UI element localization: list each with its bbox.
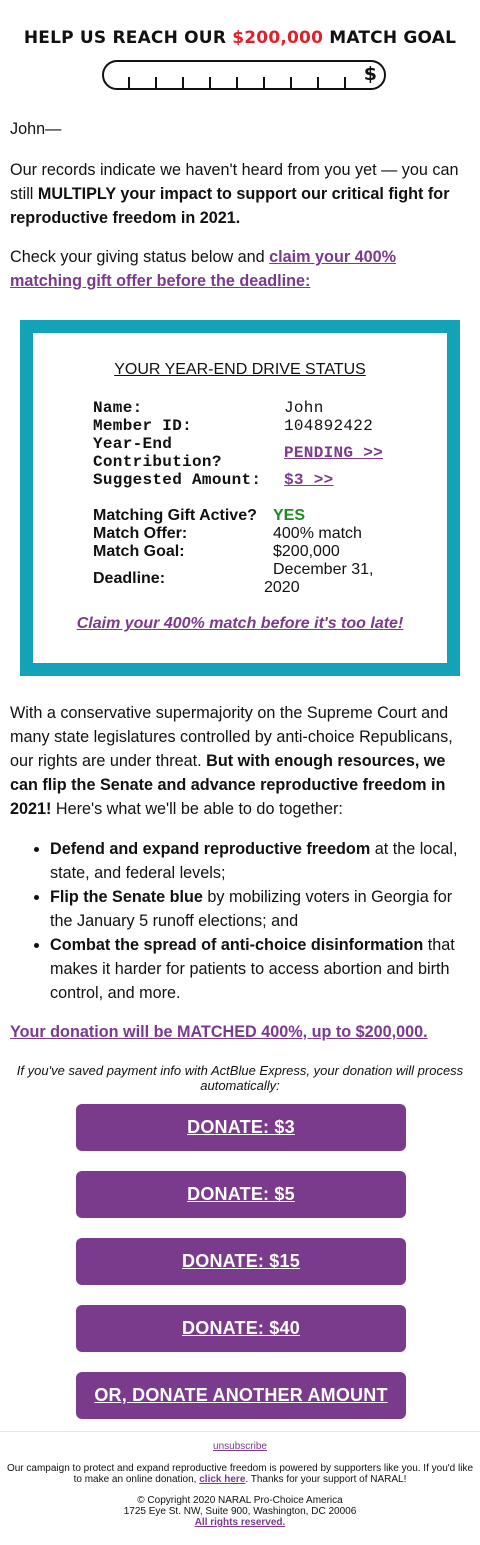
matched-donation-link[interactable]: Your donation will be MATCHED 400%, up to $200,000. <box>10 1023 428 1041</box>
footer-support-text-a: Our campaign to protect and expand reproductive freedom is powered by supporters like you. If you'd like to make an online donation, <box>6 1463 474 1485</box>
match-goal-heading <box>0 28 480 48</box>
footer-rights <box>0 1517 480 1528</box>
list-item-bold: Defend and expand reproductive freedom <box>50 840 371 858</box>
footer-click-here-link[interactable]: click here <box>199 1474 246 1485</box>
all-rights-link[interactable]: All rights reserved. <box>194 1517 286 1528</box>
status-paragraph <box>10 245 472 293</box>
list-item-bold: Combat the spread of anti-choice disinformation <box>50 936 424 954</box>
deadline-value-line2: 2020 <box>264 579 300 596</box>
goals-list <box>50 837 460 1005</box>
threat-text: With a conservative supermajority on the Supreme Court and many state legislatures controlled by anti-choice Republicans, our rights are under threat. <box>10 704 453 770</box>
deadline-value-line1: December 31, <box>273 561 374 578</box>
member-id-label: Member ID: <box>93 417 193 435</box>
match-goal-label: Match Goal: <box>93 543 185 560</box>
footer-support-text <box>0 1463 480 1485</box>
name-label: Name: <box>93 399 143 417</box>
intro-paragraph <box>10 158 472 230</box>
thermometer-tick <box>290 77 292 88</box>
drive-status-title: YOUR YEAR-END DRIVE STATUS <box>114 361 366 378</box>
threat-tail: Here's what we'll be able to do together: <box>51 800 343 818</box>
contribution-label-line2: Contribution? <box>93 453 222 471</box>
thermometer-tick <box>263 77 265 88</box>
actblue-note: If you've saved payment info with ActBlue Express, your donation will process automatically: <box>16 1063 464 1093</box>
intro-text: Our records indicate we haven't heard from you yet — you can still <box>10 161 459 203</box>
heading-suffix: MATCH GOAL <box>323 28 457 48</box>
thermometer-tick <box>209 77 211 88</box>
match-offer-value: 400% match <box>273 525 362 542</box>
thermometer-tick <box>128 77 130 88</box>
heading-prefix: HELP US REACH OUR <box>23 28 233 48</box>
donate-15-button[interactable]: DONATE: $15 <box>76 1238 406 1285</box>
list-item <box>50 933 460 1005</box>
suggested-amount-label: Suggested Amount: <box>93 471 262 489</box>
heading-amount: $200,000 <box>232 28 324 48</box>
member-id-value: 104892422 <box>284 417 374 435</box>
status-text: Check your giving status below and <box>10 248 270 266</box>
pending-contribution-link[interactable]: PENDING >> <box>284 444 384 462</box>
contribution-label-line1: Year-End <box>93 435 173 453</box>
name-value: John <box>284 399 324 417</box>
claim-match-link[interactable]: Claim your 400% match before it's too late! <box>76 615 404 632</box>
deadline-label: Deadline: <box>93 570 166 587</box>
footer-copyright: © Copyright 2020 NARAL Pro-Choice America <box>137 1495 343 1506</box>
threat-paragraph <box>10 701 472 821</box>
list-item <box>50 837 460 885</box>
intro-bold: MULTIPLY your impact to support our critical fight for reproductive freedom in 2021. <box>10 185 450 227</box>
donate-3-button[interactable]: DONATE: $3 <box>76 1104 406 1151</box>
matching-gift-label: Matching Gift Active? <box>93 507 257 524</box>
goal-thermometer <box>102 60 386 90</box>
footer-support-text-b: . Thanks for your support of NARAL! <box>245 1474 407 1485</box>
match-goal-value: $200,000 <box>273 543 340 560</box>
greeting: John— <box>10 120 62 138</box>
list-item-bold: Flip the Senate blue <box>50 888 203 906</box>
list-item-text: that makes it harder for patients to access abortion and birth control, and more. <box>50 936 455 1002</box>
thermometer-tick <box>182 77 184 88</box>
thermometer-tick <box>155 77 157 88</box>
suggested-amount-link[interactable]: $3 >> <box>284 471 334 489</box>
claim-offer-link[interactable]: claim your 400% matching gift offer before the deadline: <box>10 248 397 290</box>
footer-address: 1725 Eye St. NW, Suite 900, Washington, DC 20006 <box>123 1506 357 1517</box>
dollar-icon: $ <box>363 63 377 85</box>
unsubscribe-link[interactable]: unsubscribe <box>213 1441 267 1452</box>
thermometer-tick <box>344 77 346 88</box>
list-item-text: by mobilizing voters in Georgia for the January 5 runoff elections; and <box>50 888 453 930</box>
list-item-text: at the local, state, and federal levels; <box>50 840 458 882</box>
donate-5-button[interactable]: DONATE: $5 <box>76 1171 406 1218</box>
footer-divider <box>0 1431 480 1432</box>
match-offer-label: Match Offer: <box>93 525 188 542</box>
threat-bold: But with enough resources, we can flip the Senate and advance reproductive freedom in 2021! <box>10 752 446 818</box>
drive-status-box <box>20 320 460 676</box>
thermometer-tick <box>317 77 319 88</box>
matching-gift-value: YES <box>273 507 306 524</box>
donate-other-amount-button[interactable]: OR, DONATE ANOTHER AMOUNT <box>76 1372 406 1419</box>
list-item <box>50 885 460 933</box>
donate-40-button[interactable]: DONATE: $40 <box>76 1305 406 1352</box>
thermometer-tick <box>236 77 238 88</box>
